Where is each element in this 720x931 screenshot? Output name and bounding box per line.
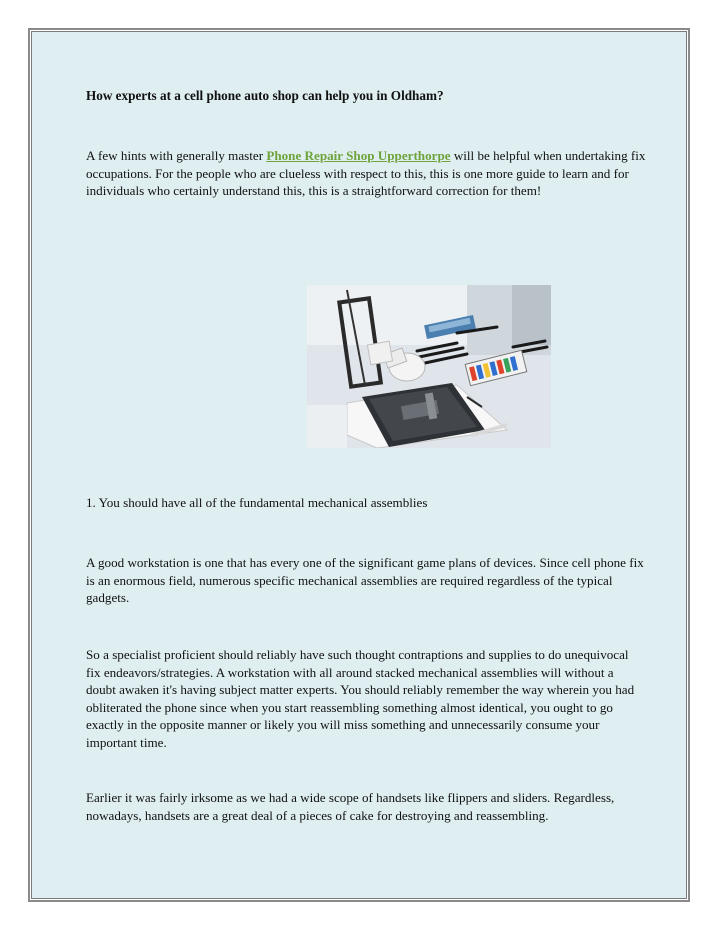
intro-paragraph <box>86 147 646 200</box>
intro-text-end: will be helpful when undertaking fix occupations. For the people who are clueless with respect to this, this is one more guide to learn and for individuals who certainly understand this, this is a straightforward correction for them! <box>86 148 646 199</box>
paragraph-3: Earlier it was fairly irksome as we had a wide scope of handsets like flippers and sliders. Regardless, nowadays, handsets are a great deal of a pieces of cake for destroying and reassembling. <box>86 790 615 823</box>
paragraph-2: So a specialist proficient should reliably have such thought contraptions and supplies to do unequivocal fix endeavors/strategies. A workstation with all around stacked mechanical assemblies will without a doubt awaken it's having subject matter experts. You should reliably remember the way wherein you had obliterated the phone since when you start reassembling something almost identical, you ought to go exactly in the opposite manner or likely you will miss something and unnecessarily consume your important time. <box>86 647 635 750</box>
phone-repair-shop-link[interactable]: Phone Repair Shop Upperthorpe <box>266 148 451 163</box>
page-title: How experts at a cell phone auto shop can help you in Oldham? <box>86 88 444 103</box>
intro-text-start: A few hints with generally master <box>86 148 267 163</box>
document-page <box>28 28 690 902</box>
paragraph-1: A good workstation is one that has every one of the significant game plans of devices. Since cell phone fix is an enormous field, numerous specific mechanical assemblies are required regardless of the typical gadgets. <box>86 555 644 606</box>
phone-repair-workstation-photo <box>307 285 551 448</box>
section-heading: 1. You should have all of the fundamental mechanical assemblies <box>86 495 428 510</box>
